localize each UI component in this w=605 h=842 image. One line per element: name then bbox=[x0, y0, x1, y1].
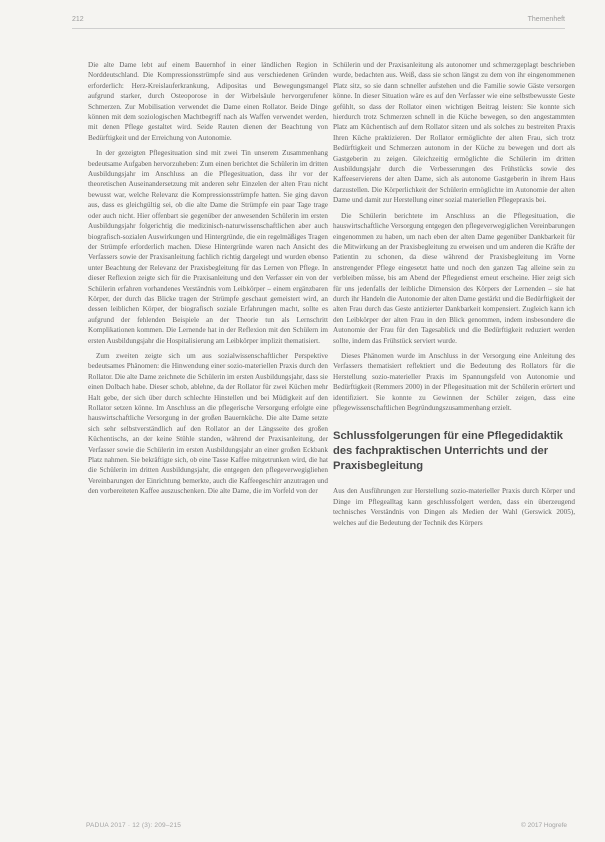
page-footer bbox=[86, 822, 567, 834]
journal-citation: PADUA 2017 · 12 (3): 209–215 bbox=[86, 822, 182, 829]
left-column bbox=[88, 60, 328, 502]
page-number: 212 bbox=[72, 16, 84, 23]
body-paragraph: Die Schülerin berichtete im Anschluss an die Pflegesituation, die hauswirtschaftliche Versorgung entgegen den pflegeverwegiglichen Vereinbarungen eingenommen zu haben, um nach eben der alten Dame gegenüber Dankbarkeit für die Mitwirkung an der Praxisbegleitung zu erweisen und um anderen die Kräfte der Patientin zu schonen, da diese während der Praxisbegleitung im Vorne anstrengender Pflege eingesetzt hatte und noch den ganzen Tag alleine sein zu verbleiben müsse, bis am Abend der Pflegedienst erneut erscheine. Hier zeigt sich für uns jedenfalls der leibliche Dimension des Körpers der Lernenden – sie hat durch ihr Handeln die Autonomie der alten Dame gestärkt und die Bedürftigkeit der alten Frau durch das Geste antizierter Dankbarkeit kompensiert. Zugleich kann ich den Leibkörper der alten Frau in den Blick genommen, indem insbesondere die Autonomie der Frau für den Tagesablick und die Bedürftigkeit reduziert werden sollte, indem das Frühstück serviert wurde. bbox=[333, 211, 575, 345]
body-paragraph: In der gezeigten Pflegesituation sind mit zwei Tin unserem Zusammenhang bedeutsame Aufgaben hervorzuheben: Zum einen berichtet die Schülerin im dritten Ausbildungsjahr im Anschluss an die Pflegesituation, dass ihr vor der theoretischen Auseinandersetzung mit anderen sehr Einzelen der alten Frau nicht bewusst war, welche Relevanz die Kompressionsstrümpfe hatten. Sie ging davon aus, dass es gleichgültig sei, ob die alte Dame die Strümpfe ein paar Tage trage oder auch nicht. Hier offenbart sie gegenüber der anwesenden Schülerin im ersten Ausbildungsjahr folgerichtig die medizinisch-naturwissenschaftlichen aber auch biografisch-sozialen Auswirkungen und Hintergründe, die ein regelmäßiges Tragen der Strümpfe erforderlich machen. Diese Hintergründe waren nach Ansicht des Verfassers sowie der Praxisanleitung fachlich richtig dargelegt und wurden ebenso unter Beachtung der Relevanz der Praxisbegleitung für das Lernen von Pflege. In dieser Reflexion zeigte sich für die Praxisanleitung und den Verfasser ein von der Schülerin erfahren vorhandenes Verständnis vom Leibkörper – einem ergänzbaren Körper, der durch das Blicke tragen der Strümpfe geschaut gemeistert wird, an dessen leiblichen Körper, der biografisch soziale Erfahrungen macht, sollte es aufgrund der fehlenden Beispiele an der Theorie tun als Lernschritt Komplikationen kommen. Die Lernende hat in der Reflexion mit den Schülern im ersten Ausbildungsjahr die Hospitalisierung am Leibkörper implizit thematisiert. bbox=[88, 149, 328, 345]
body-paragraph: Zum zweiten zeigte sich um aus sozialwissenschaftlicher Perspektive bedeutsames Phänomen: die Hinwendung einer sozio-materiellen Praxis durch den Rollator. Die alte Dame zeichnete die Schülerin im ersten Ausbildungsjahr, dass sie einen Dolbach habe. Dieser schob, ablehne, da der Rollator für zwei Küchen mehr Halt gebe, der sich über durch schlechte Hinstellen und bei Müdigkeit auf den Rollator setzen könne. Im Anschluss an die pflegerische Versorgung erfolgte eine hauswirtschaftliche Versorgung in der großen Bauernküche. Die alte Dame setzte sich sehr selbstverständlich auf den Rollator an der Längsseite des großen Küchentischs, an der keine Stühle standen, während der Praxisanleitung, der Verfasser sowie die Schülerin im ersten Ausbildungsjahr an einer großen Eckbank Platz nahmen. Sie bekräftigte sich, ob eine Tasse Kaffee mitgetrunken wird, die hat die Schülerin im dritten Ausbildungsjahr, die entgegen den pflegeverwegigliehen Vereinbarungen der Einrichtung bemerkte, auch die Kaffeegeschirr anzutragen und den vorbereiteten Kaffee auszuschenken. Die alte Dame, die im Vorfeld von der bbox=[88, 351, 328, 496]
body-paragraph: Dieses Phänomen wurde im Anschluss in der Versorgung eine Anleitung des Verfassers thematisiert reflektiert und die Bedeutung des Rollators für die Herstellung sozio-materieller Praxis im Spannungsfeld von Autonomie und Bedürftigkeit (Remmers 2000) in der Pflegesituation mit der Schülerin erörtert und identifiziert. Sie konnte zu Gewinnen der Schüler zeigen, dass eine pflegewissenschaftlichen Begründungszusammenhang erzielt. bbox=[333, 351, 575, 412]
right-column bbox=[333, 60, 575, 533]
body-paragraph: Aus den Ausführungen zur Herstellung sozio-materieller Praxis durch Körper und Dinge im Pflegealltag kann geschlussfolgert werden, dass ein überzeugend technisches Verständnis von Dingen als Medien der Wahl (Gerswick 2005), welches auf die Bedeutung der Technik des Körpers bbox=[333, 487, 575, 527]
body-paragraph: Schülerin und der Praxisanleitung als autonomer und schmerzgeplagt beschrieben wurde, bedachten aus. Weiß, dass sie schon längst zu dem von ihr eingenommenen Platz sitz, so sie dann schneller aufstehen und die Familie sowie Gäste versorgen könne. In dieser Situation wäre es auf den Verfasser wie eine selbstbewusste Geste gefühlt, so dass der Rollator einen wichtigen Beitrag leisten: Sie konnte sich hierdurch trotz Schmerzen schnell in die Küche bewegen, so den angestammten Platz am Küchentisch auf dem Rollator sitzen und als solches zu bestreiten Praxis Ihren Küche praktizieren. Der Rollator ermöglichte der alten Frau, sich trotz Bedürftigkeit und Schmerzen autonom in der Küche zu bewegen und dort als Gastgeberin zu zeigen. Gleichzeitig ermöglichte die Schülerin im dritten Ausbildungsjahr durch die Verbesserungen des Frühstücks sowie des Kaffeeservierens der alten Dame, sich als autonome Gastgeberin in ihrem Haus darzustellen. Die Körperlichkeit der Schülerin ermöglichte im Autonomie der alten Dame und damit zur Herstellung einer sozial materiellen Pflegepraxis bei. bbox=[333, 61, 575, 205]
section-label: Themenheft bbox=[527, 16, 565, 23]
running-header bbox=[72, 12, 565, 28]
section-heading: Schlussfolgerungen für eine Pflegedidaktik des fachpraktischen Unterrichts und der Praxisbegleitung bbox=[333, 430, 564, 473]
header-divider bbox=[72, 28, 565, 29]
publisher-credit: © 2017 Hogrefe bbox=[521, 822, 567, 829]
body-paragraph: Die alte Dame lebt auf einem Bauernhof in einer ländlichen Region in Norddeutschland. Die Kompressionsstrümpfe sind aus verschiedenen Gründen erforderlich: Herz-Kreislauferkrankung, Adipositas und Bewegungsmangel aufgrund starker, durch Osteoporose in der Wirbelsäule hervorgerufener Schmerzen. Zur Mobilisation verwendet die Dame einen Rollator. Beide Dinge können mit dem soziologischen Machtbegriff nach als Waffen verwendet werden, mit denen Pflege gestaltet wird. Seide Rauten dienen der Beachtung von Bedürftigkeit und der Erreichung von Autonomie. bbox=[88, 61, 328, 142]
